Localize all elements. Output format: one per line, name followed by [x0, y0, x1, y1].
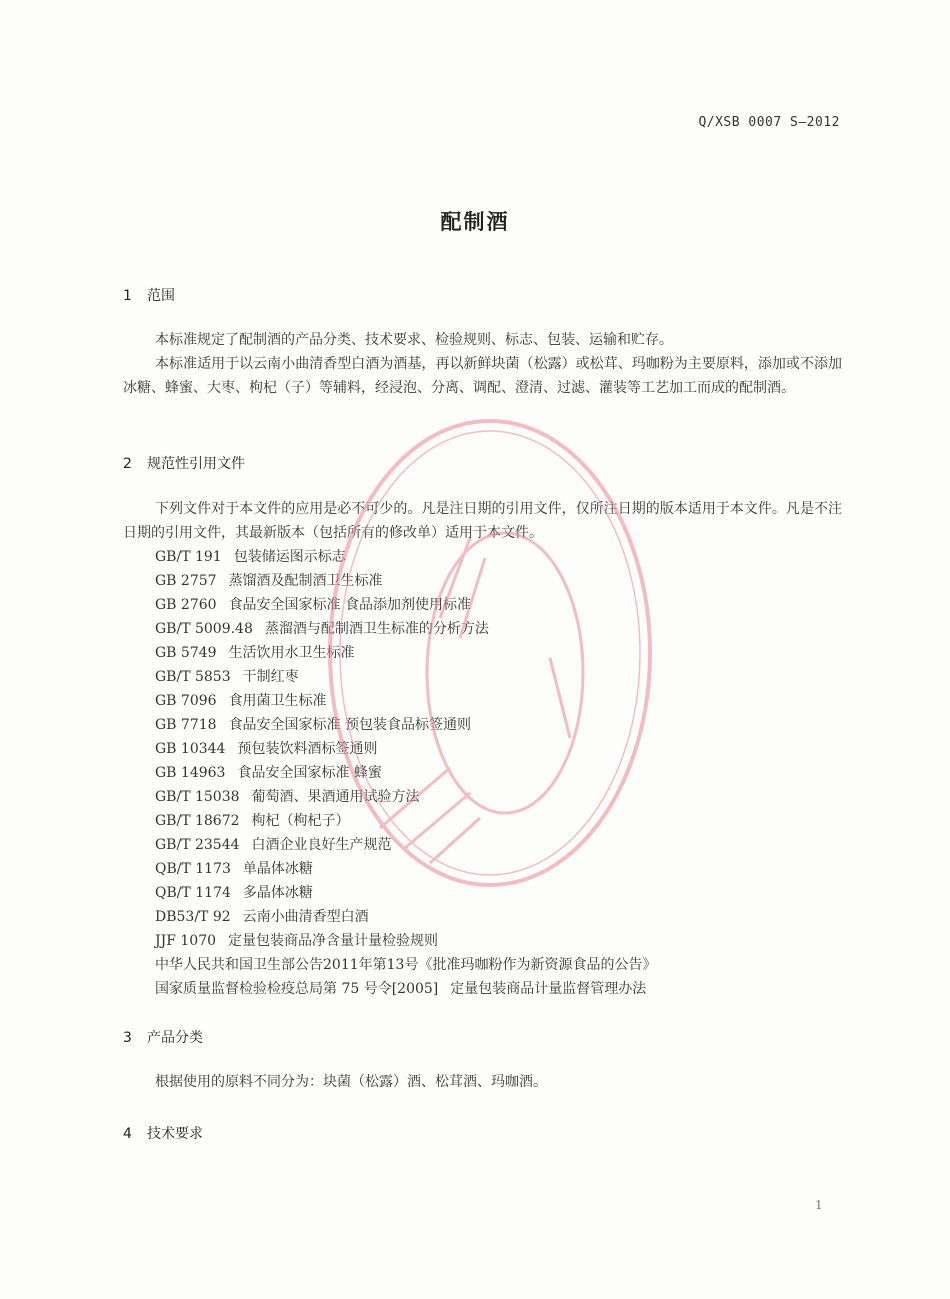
reference-item [155, 665, 656, 689]
reference-item [155, 737, 656, 761]
reference-name: 白酒企业良好生产规范 [251, 837, 392, 853]
reference-item [155, 761, 656, 785]
reference-code: GB 2757 [155, 573, 217, 589]
section-heading-classification [123, 1027, 203, 1047]
reference-item [155, 977, 656, 1001]
reference-name: 蒸馏酒及配制酒卫生标准 [228, 573, 383, 589]
reference-code: GB/T 5853 [155, 669, 231, 685]
reference-item [155, 905, 656, 929]
scope-text-1: 本标准规定了配制酒的产品分类、技术要求、检验规则、标志、包装、运输和贮存。 [155, 332, 673, 348]
reference-item [155, 617, 656, 641]
reference-item [155, 689, 656, 713]
reference-code: GB/T 5009.48 [155, 621, 253, 637]
section-number: 3 [123, 1030, 132, 1046]
reference-code: GB 2760 [155, 597, 217, 613]
reference-list [155, 545, 656, 1001]
reference-code: GB/T 23544 [155, 837, 240, 853]
reference-code: GB/T 18672 [155, 813, 240, 829]
reference-item [155, 881, 656, 905]
reference-name: 生活饮用水卫生标准 [228, 645, 355, 661]
reference-name: 定量包装商品净含量计量检验规则 [228, 933, 439, 949]
section-heading-normative-references [123, 453, 245, 473]
reference-code: GB 5749 [155, 645, 217, 661]
reference-name: 定量包装商品计量监督管理办法 [450, 981, 647, 997]
reference-item [155, 929, 656, 953]
reference-code: GB 14963 [155, 765, 226, 781]
normative-intro-text: 下列文件对于本文件的应用是必不可少的。凡是注日期的引用文件，仅所注日期的版本适用于本文件。凡是不注日期的引用文件，其最新版本（包括所有的修改单）适用于本文件。 [123, 501, 842, 541]
reference-code: GB/T 191 [155, 549, 222, 565]
section-title: 规范性引用文件 [147, 456, 245, 472]
classification-text: 根据使用的原料不同分为：块菌（松露）酒、松茸酒、玛咖酒。 [155, 1074, 547, 1090]
reference-name: 包装储运图示标志 [233, 549, 346, 565]
scope-paragraph-1 [123, 328, 842, 352]
reference-code: 国家质量监督检验检疫总局第 75 号令[2005] [155, 981, 439, 997]
section-number: 1 [123, 288, 132, 304]
reference-code: DB53/T 92 [155, 909, 231, 925]
reference-item [155, 545, 656, 569]
reference-name: 食品安全国家标准 蜂蜜 [237, 765, 382, 781]
reference-name: 食品安全国家标准 食品添加剂使用标准 [228, 597, 472, 613]
page-number: 1 [815, 1198, 823, 1212]
reference-name: 枸杞（枸杞子） [251, 813, 350, 829]
reference-item [155, 713, 656, 737]
document-code: Q/XSB 0007 S—2012 [698, 115, 840, 130]
section-title: 技术要求 [147, 1126, 203, 1142]
scope-paragraph-2 [123, 352, 842, 400]
section-title: 产品分类 [147, 1030, 203, 1046]
reference-name: 《批准玛咖粉作为新资源食品的公告》 [418, 957, 657, 973]
reference-name: 食品安全国家标准 预包装食品标签通则 [228, 717, 472, 733]
reference-code: QB/T 1174 [155, 885, 231, 901]
reference-code: GB 7096 [155, 693, 217, 709]
reference-name: 单晶体冰糖 [242, 861, 313, 877]
section-heading-scope [123, 285, 175, 305]
reference-item [155, 785, 656, 809]
normative-intro-paragraph [123, 497, 842, 545]
reference-code: GB/T 15038 [155, 789, 240, 805]
classification-paragraph [123, 1070, 842, 1094]
section-heading-technical-requirements [123, 1123, 203, 1143]
reference-name: 预包装饮料酒标签通则 [237, 741, 378, 757]
reference-code: GB 10344 [155, 741, 226, 757]
reference-name: 食用菌卫生标准 [228, 693, 327, 709]
reference-name: 多晶体冰糖 [242, 885, 313, 901]
reference-code: JJF 1070 [155, 933, 217, 949]
scope-text-2: 本标准适用于以云南小曲清香型白酒为酒基，再以新鲜块菌（松露）或松茸、玛咖粉为主要原料，添加或不添加冰糖、蜂蜜、大枣、枸杞（子）等辅料，经浸泡、分离、调配、澄清、过滤、灌装等工艺加工而成的配制酒。 [123, 356, 842, 396]
reference-name: 干制红枣 [242, 669, 299, 685]
reference-item [155, 953, 656, 977]
section-title: 范围 [147, 288, 175, 304]
section-number: 4 [123, 1126, 132, 1142]
reference-item [155, 641, 656, 665]
reference-name: 葡萄酒、果酒通用试验方法 [251, 789, 420, 805]
document-title: 配制酒 [440, 210, 510, 234]
reference-item [155, 857, 656, 881]
reference-code: QB/T 1173 [155, 861, 231, 877]
reference-code: GB 7718 [155, 717, 217, 733]
section-number: 2 [123, 456, 132, 472]
reference-item [155, 809, 656, 833]
reference-item [155, 833, 656, 857]
reference-item [155, 593, 656, 617]
reference-name: 蒸溜酒与配制酒卫生标准的分析方法 [264, 621, 489, 637]
reference-item [155, 569, 656, 593]
reference-code: 中华人民共和国卫生部公告2011年第13号 [155, 957, 419, 973]
reference-name: 云南小曲清香型白酒 [242, 909, 369, 925]
